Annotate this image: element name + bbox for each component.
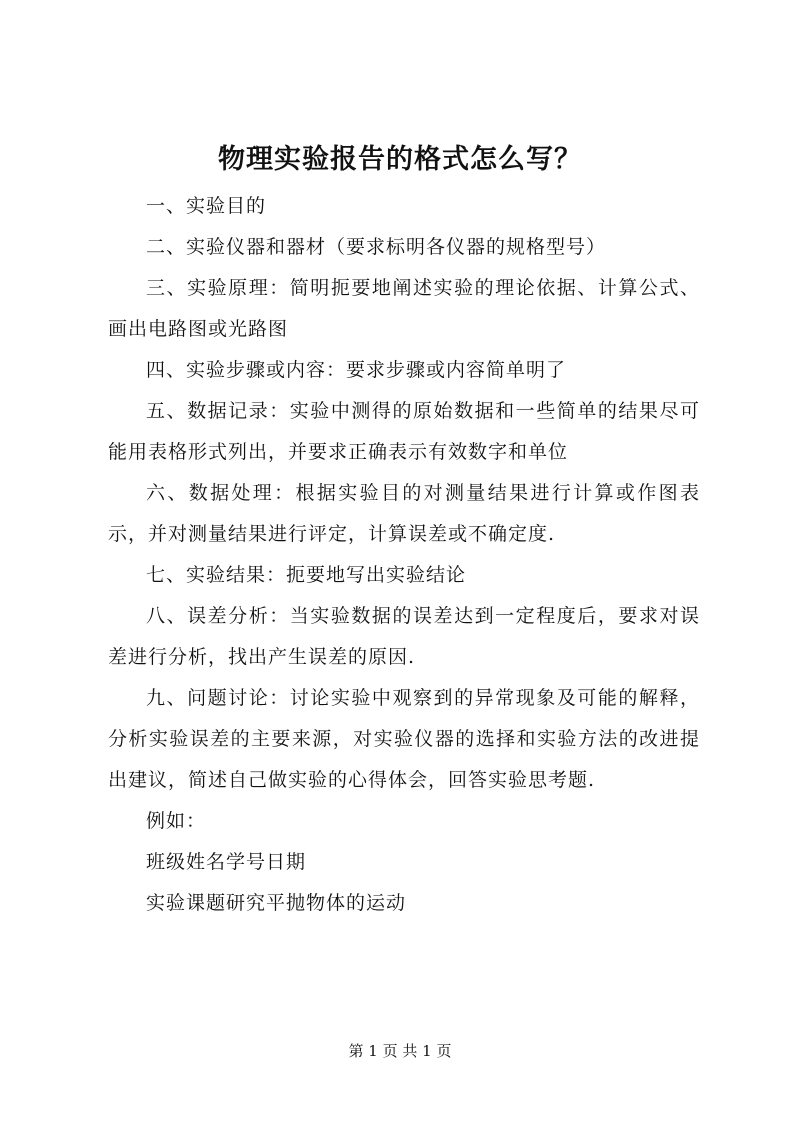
paragraph-result: 七、实验结果：扼要地写出实验结论	[146, 564, 467, 586]
paragraph-data-record: 五、数据记录：实验中测得的原始数据和一些简单的结果尽可能用表格形式列出，并要求正确表示有效数字和单位	[108, 400, 700, 463]
paragraph-data-processing: 六、数据处理：根据实验目的对测量结果进行计算或作图表示，并对测量结果进行评定，计算误差或不确定度.	[108, 482, 700, 545]
paragraph-topic: 实验课题研究平抛物体的运动	[146, 892, 407, 914]
page-footer: 第 1 页 共 1 页	[348, 1042, 452, 1060]
document-title: 物理实验报告的格式怎么写？	[218, 144, 582, 175]
paragraph-objective: 一、实验目的	[146, 195, 267, 217]
paragraph-example: 例如：	[146, 810, 207, 832]
paragraph-error-analysis: 八、误差分析：当实验数据的误差达到一定程度后，要求对误差进行分析，找出产生误差的原因.	[108, 605, 700, 668]
paragraph-discussion: 九、问题讨论：讨论实验中观察到的异常现象及可能的解释，分析实验误差的主要来源，对实验仪器的选择和实验方法的改进提出建议，简述自己做实验的心得体会，回答实验思考题.	[108, 687, 700, 791]
paragraph-instruments: 二、实验仪器和器材（要求标明各仪器的规格型号）	[146, 236, 607, 258]
paragraph-principle: 三、实验原理：简明扼要地阐述实验的理论依据、计算公式、画出电路图或光路图	[108, 277, 700, 340]
document-body	[108, 186, 700, 924]
paragraph-steps: 四、实验步骤或内容：要求步骤或内容简单明了	[146, 359, 567, 381]
paragraph-class-info: 班级姓名学号日期	[146, 851, 307, 873]
